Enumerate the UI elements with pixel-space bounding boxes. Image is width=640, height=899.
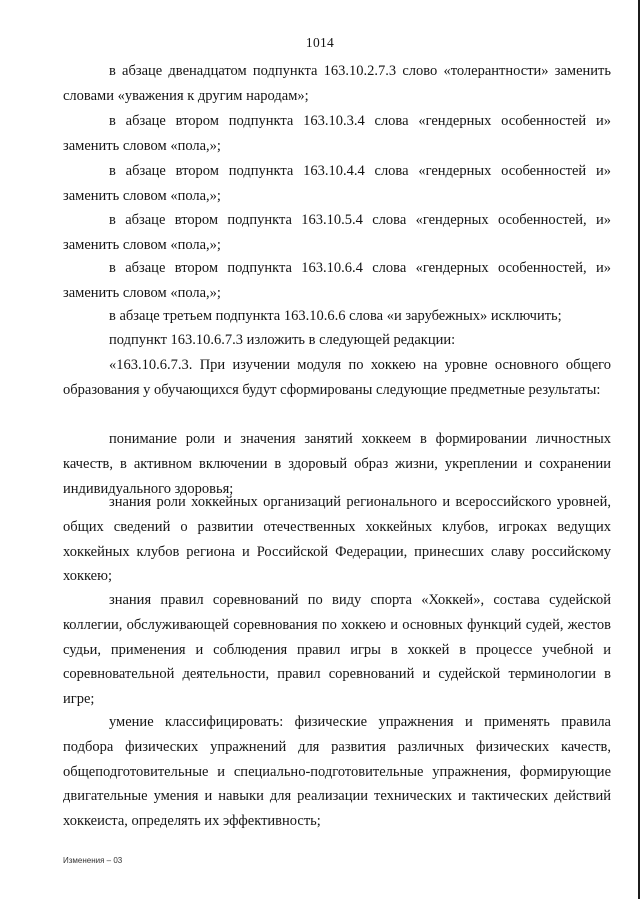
paragraph-12: умение классифицировать: физические упражнения и применять правила подбора физических упражнений для развития различных физических качеств, общеподготовительные и специально-подготовительные упражнения, формирующие двигательные умения и навыки для реализации технических и тактических действий хоккеиста, определять их эффективность; [63, 714, 611, 830]
paragraph-8: «163.10.6.7.3. При изучении модуля по хоккею на уровне основного общего образования у обучающихся будут сформированы следующие предметные результаты: [63, 357, 611, 398]
paragraph-3: в абзаце втором подпункта 163.10.4.4 слова «гендерных особенностей и» заменить словом «пола,»; [63, 163, 611, 204]
paragraph-11: знания правил соревнований по виду спорта «Хоккей», состава судейской коллегии, обслуживающей соревнования по хоккею и основных функций судей, жестов судьи, применения и соблюдения правил игры в хоккей в процессе учебной и соревновательной деятельности, правил соревнований и судейской терминологии в игре; [63, 592, 611, 708]
paragraph-5: в абзаце втором подпункта 163.10.6.4 слова «гендерных особенностей, и» заменить словом «пола,»; [63, 260, 611, 301]
paragraph-9: понимание роли и значения занятий хоккеем в формировании личностных качеств, в активном включении в здоровый образ жизни, укреплении и сохранении индивидуального здоровья; [63, 431, 611, 497]
paragraph-2: в абзаце втором подпункта 163.10.3.4 слова «гендерных особенностей и» заменить словом «пола,»; [63, 113, 611, 154]
paragraph-6: в абзаце третьем подпункта 163.10.6.6 слова «и зарубежных» исключить; [109, 308, 562, 324]
paragraph-10: знания роли хоккейных организаций регионального и всероссийского уровней, общих сведений о развитии отечественных хоккейных клубов, игроках ведущих хоккейных клубов региона и Российской Федерации, принесших славу российскому хоккею; [63, 494, 611, 585]
page-number: 1014 [305, 35, 335, 50]
paragraph-1: в абзаце двенадцатом подпункта 163.10.2.7.3 слово «толерантности» заменить словами «уважения к другим народам»; [63, 63, 611, 104]
paragraph-7: подпункт 163.10.6.7.3 изложить в следующей редакции: [109, 332, 456, 348]
revision-footer: Изменения – 03 [63, 856, 123, 865]
paragraph-4: в абзаце втором подпункта 163.10.5.4 слова «гендерных особенностей, и» заменить словом «пола,»; [63, 212, 611, 253]
